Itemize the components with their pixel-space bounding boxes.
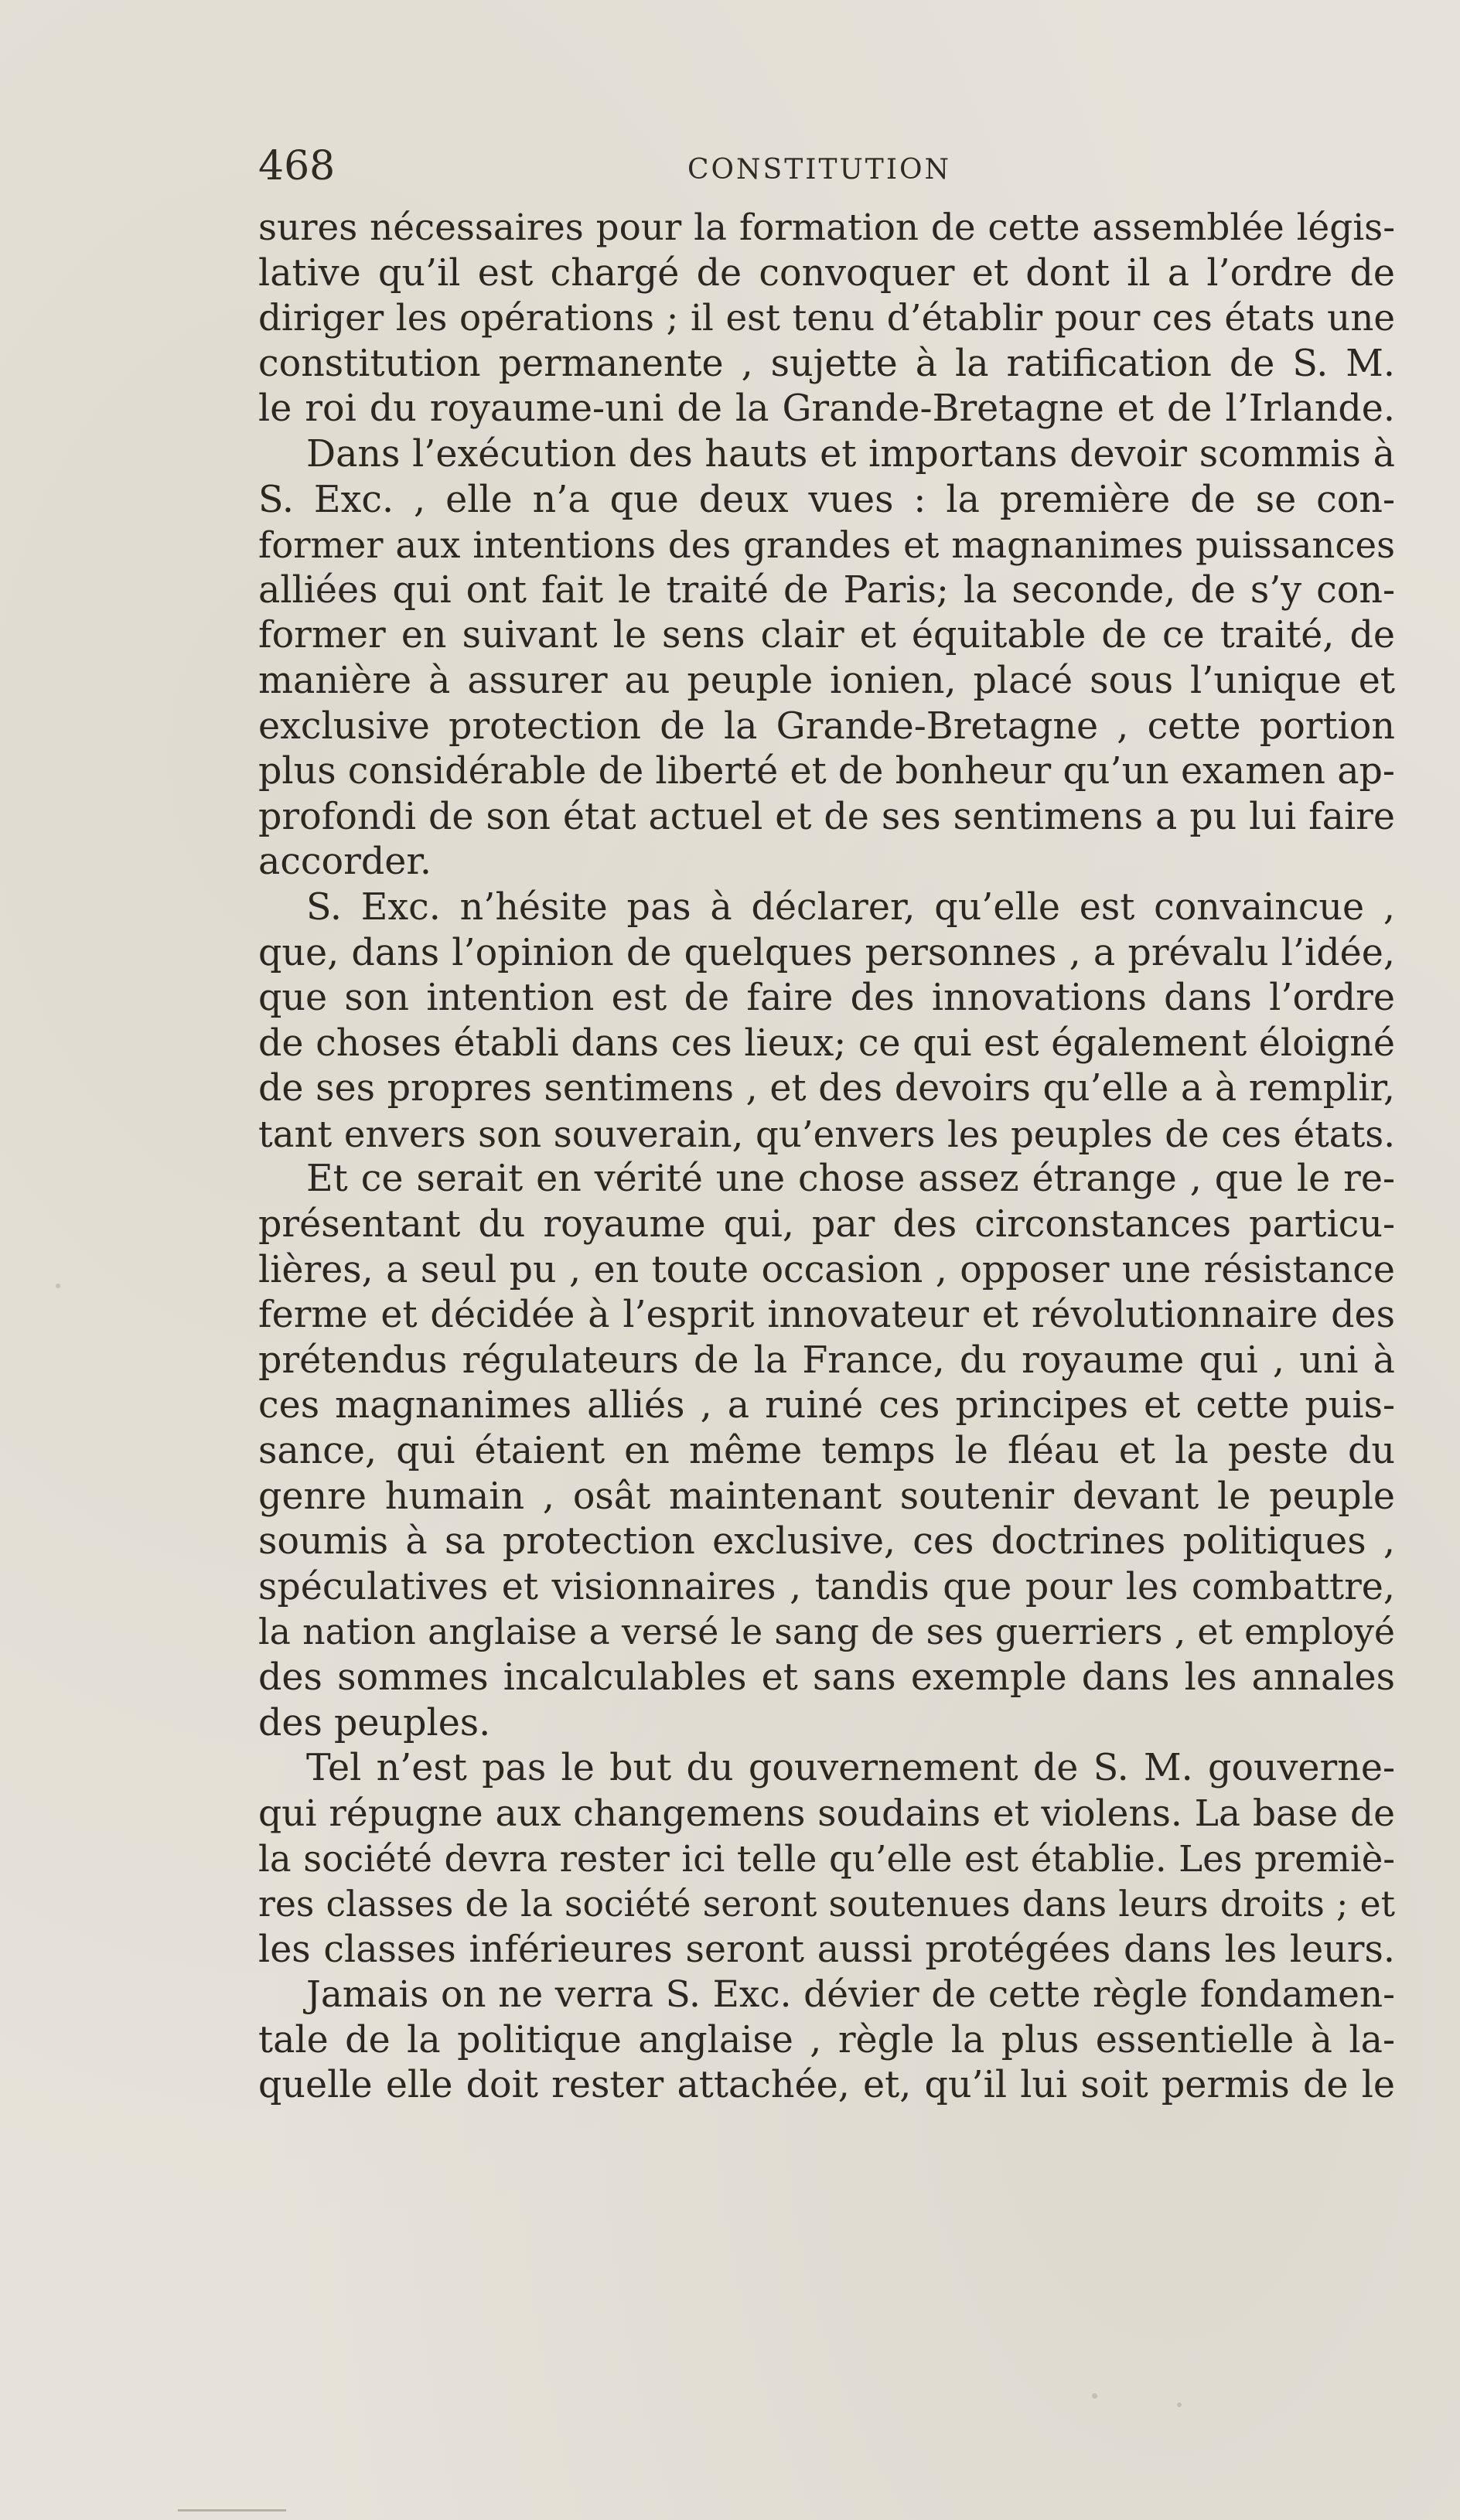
running-head: CONSTITUTION bbox=[687, 154, 952, 186]
text-line: présentant du royaume qui, par des circonstances particu- bbox=[258, 1203, 1395, 1246]
paragraph-6 bbox=[258, 1973, 1395, 2109]
text-line: alliées qui ont fait le traité de Paris; la seconde, de s’y con- bbox=[258, 568, 1395, 612]
text-line: ferme et décidée à l’esprit innovateur et révolutionnaire des bbox=[258, 1294, 1395, 1337]
text-line: S. Exc. n’hésite pas à déclarer, qu’elle est convaincue , bbox=[306, 885, 1395, 929]
paper-spot bbox=[1177, 2402, 1182, 2407]
text-line: Tel n’est pas le but du gouvernement de S. M. gouverne- bbox=[306, 1747, 1395, 1790]
text-line: spéculatives et visionnaires , tandis que pour les combattre, bbox=[258, 1565, 1395, 1608]
text-line: ces magnanimes alliés , a ruiné ces principes et cette puis- bbox=[258, 1384, 1395, 1427]
text-line: la société devra rester ici telle qu’elle est établie. Les premiè- bbox=[258, 1838, 1395, 1881]
text-line: lative qu’il est chargé de convoquer et dont il a l’ordre de bbox=[258, 251, 1395, 295]
text-line: manière à assurer au peuple ionien, placé sous l’unique et bbox=[258, 659, 1395, 702]
text-line: des peuples. bbox=[258, 1701, 491, 1744]
text-line: former aux intentions des grandes et magnanimes puissances bbox=[258, 524, 1395, 567]
text-line: S. Exc. , elle n’a que deux vues : la première de se con- bbox=[258, 478, 1395, 521]
text-line: tale de la politique anglaise , règle la plus essentielle à la- bbox=[258, 2018, 1395, 2061]
text-line: constitution permanente , sujette à la ratification de S. M. bbox=[258, 342, 1395, 385]
paragraph-3 bbox=[258, 885, 1395, 1158]
text-line: soumis à sa protection exclusive, ces doctrines politiques , bbox=[258, 1520, 1395, 1563]
paragraph-1 bbox=[258, 206, 1395, 432]
text-line: le roi du royaume-uni de la Grande-Bretagne et de l’Irlande. bbox=[258, 387, 1395, 431]
text-line: de ses propres sentimens , et des devoirs qu’elle a à remplir, bbox=[258, 1067, 1395, 1110]
text-line: lières, a seul pu , en toute occasion , opposer une résistance bbox=[258, 1248, 1395, 1291]
text-line: diriger les opérations ; il est tenu d’établir pour ces états une bbox=[258, 298, 1395, 340]
text-line: prétendus régulateurs de la France, du royaume qui , uni à bbox=[258, 1338, 1395, 1382]
page-edge-mark bbox=[178, 2509, 286, 2511]
page-header bbox=[258, 139, 1395, 193]
paper-spot bbox=[1092, 2393, 1097, 2399]
text-line: que son intention est de faire des innovations dans l’ordre bbox=[258, 977, 1395, 1020]
text-line: sance, qui étaient en même temps le fléau et la peste du bbox=[258, 1430, 1395, 1473]
paragraph-5 bbox=[258, 1746, 1395, 1973]
text-line: exclusive protection de la Grande-Bretagne , cette portion bbox=[258, 704, 1395, 748]
paragraph-4 bbox=[258, 1157, 1395, 1746]
text-line: tant envers son souverain, qu’envers les peuples de ces états. bbox=[258, 1113, 1395, 1155]
text-line: que, dans l’opinion de quelques personnes , a prévalu l’idée, bbox=[258, 931, 1395, 974]
text-line: accorder. bbox=[258, 841, 432, 884]
text-line: sures nécessaires pour la formation de cette assemblée légis- bbox=[258, 207, 1395, 249]
text-line: quelle elle doit rester attachée, et, qu’il lui soit permis de le bbox=[258, 2064, 1395, 2107]
text-line: Dans l’exécution des hauts et importans devoir scommis à bbox=[306, 432, 1395, 476]
text-line: Jamais on ne verra S. Exc. dévier de cette règle fondamen- bbox=[306, 1973, 1395, 2017]
text-line: plus considérable de liberté et de bonheur qu’un examen ap- bbox=[258, 750, 1395, 793]
page-number: 468 bbox=[258, 143, 336, 189]
text-line: des sommes incalculables et sans exemple dans les annales bbox=[258, 1656, 1395, 1699]
text-line: res classes de la société seront soutenues dans leurs droits ; et bbox=[258, 1883, 1395, 1925]
text-line: qui répugne aux changemens soudains et violens. La base de bbox=[258, 1792, 1395, 1835]
text-line: la nation anglaise a versé le sang de ses guerriers , et employé bbox=[258, 1611, 1395, 1653]
text-line: les classes inférieures seront aussi protégées dans les leurs. bbox=[258, 1928, 1395, 1971]
text-line: genre humain , osât maintenant soutenir devant le peuple bbox=[258, 1475, 1395, 1518]
body-text bbox=[258, 206, 1395, 2109]
paragraph-2 bbox=[258, 432, 1395, 885]
paper-spot bbox=[56, 1284, 60, 1288]
text-line: former en suivant le sens clair et équitable de ce traité, de bbox=[258, 614, 1395, 657]
text-line: Et ce serait en vérité une chose assez étrange , que le re- bbox=[306, 1158, 1395, 1201]
text-line: de choses établi dans ces lieux; ce qui est également éloigné bbox=[258, 1021, 1395, 1065]
text-line: profondi de son état actuel et de ses sentimens a pu lui faire bbox=[258, 795, 1395, 838]
